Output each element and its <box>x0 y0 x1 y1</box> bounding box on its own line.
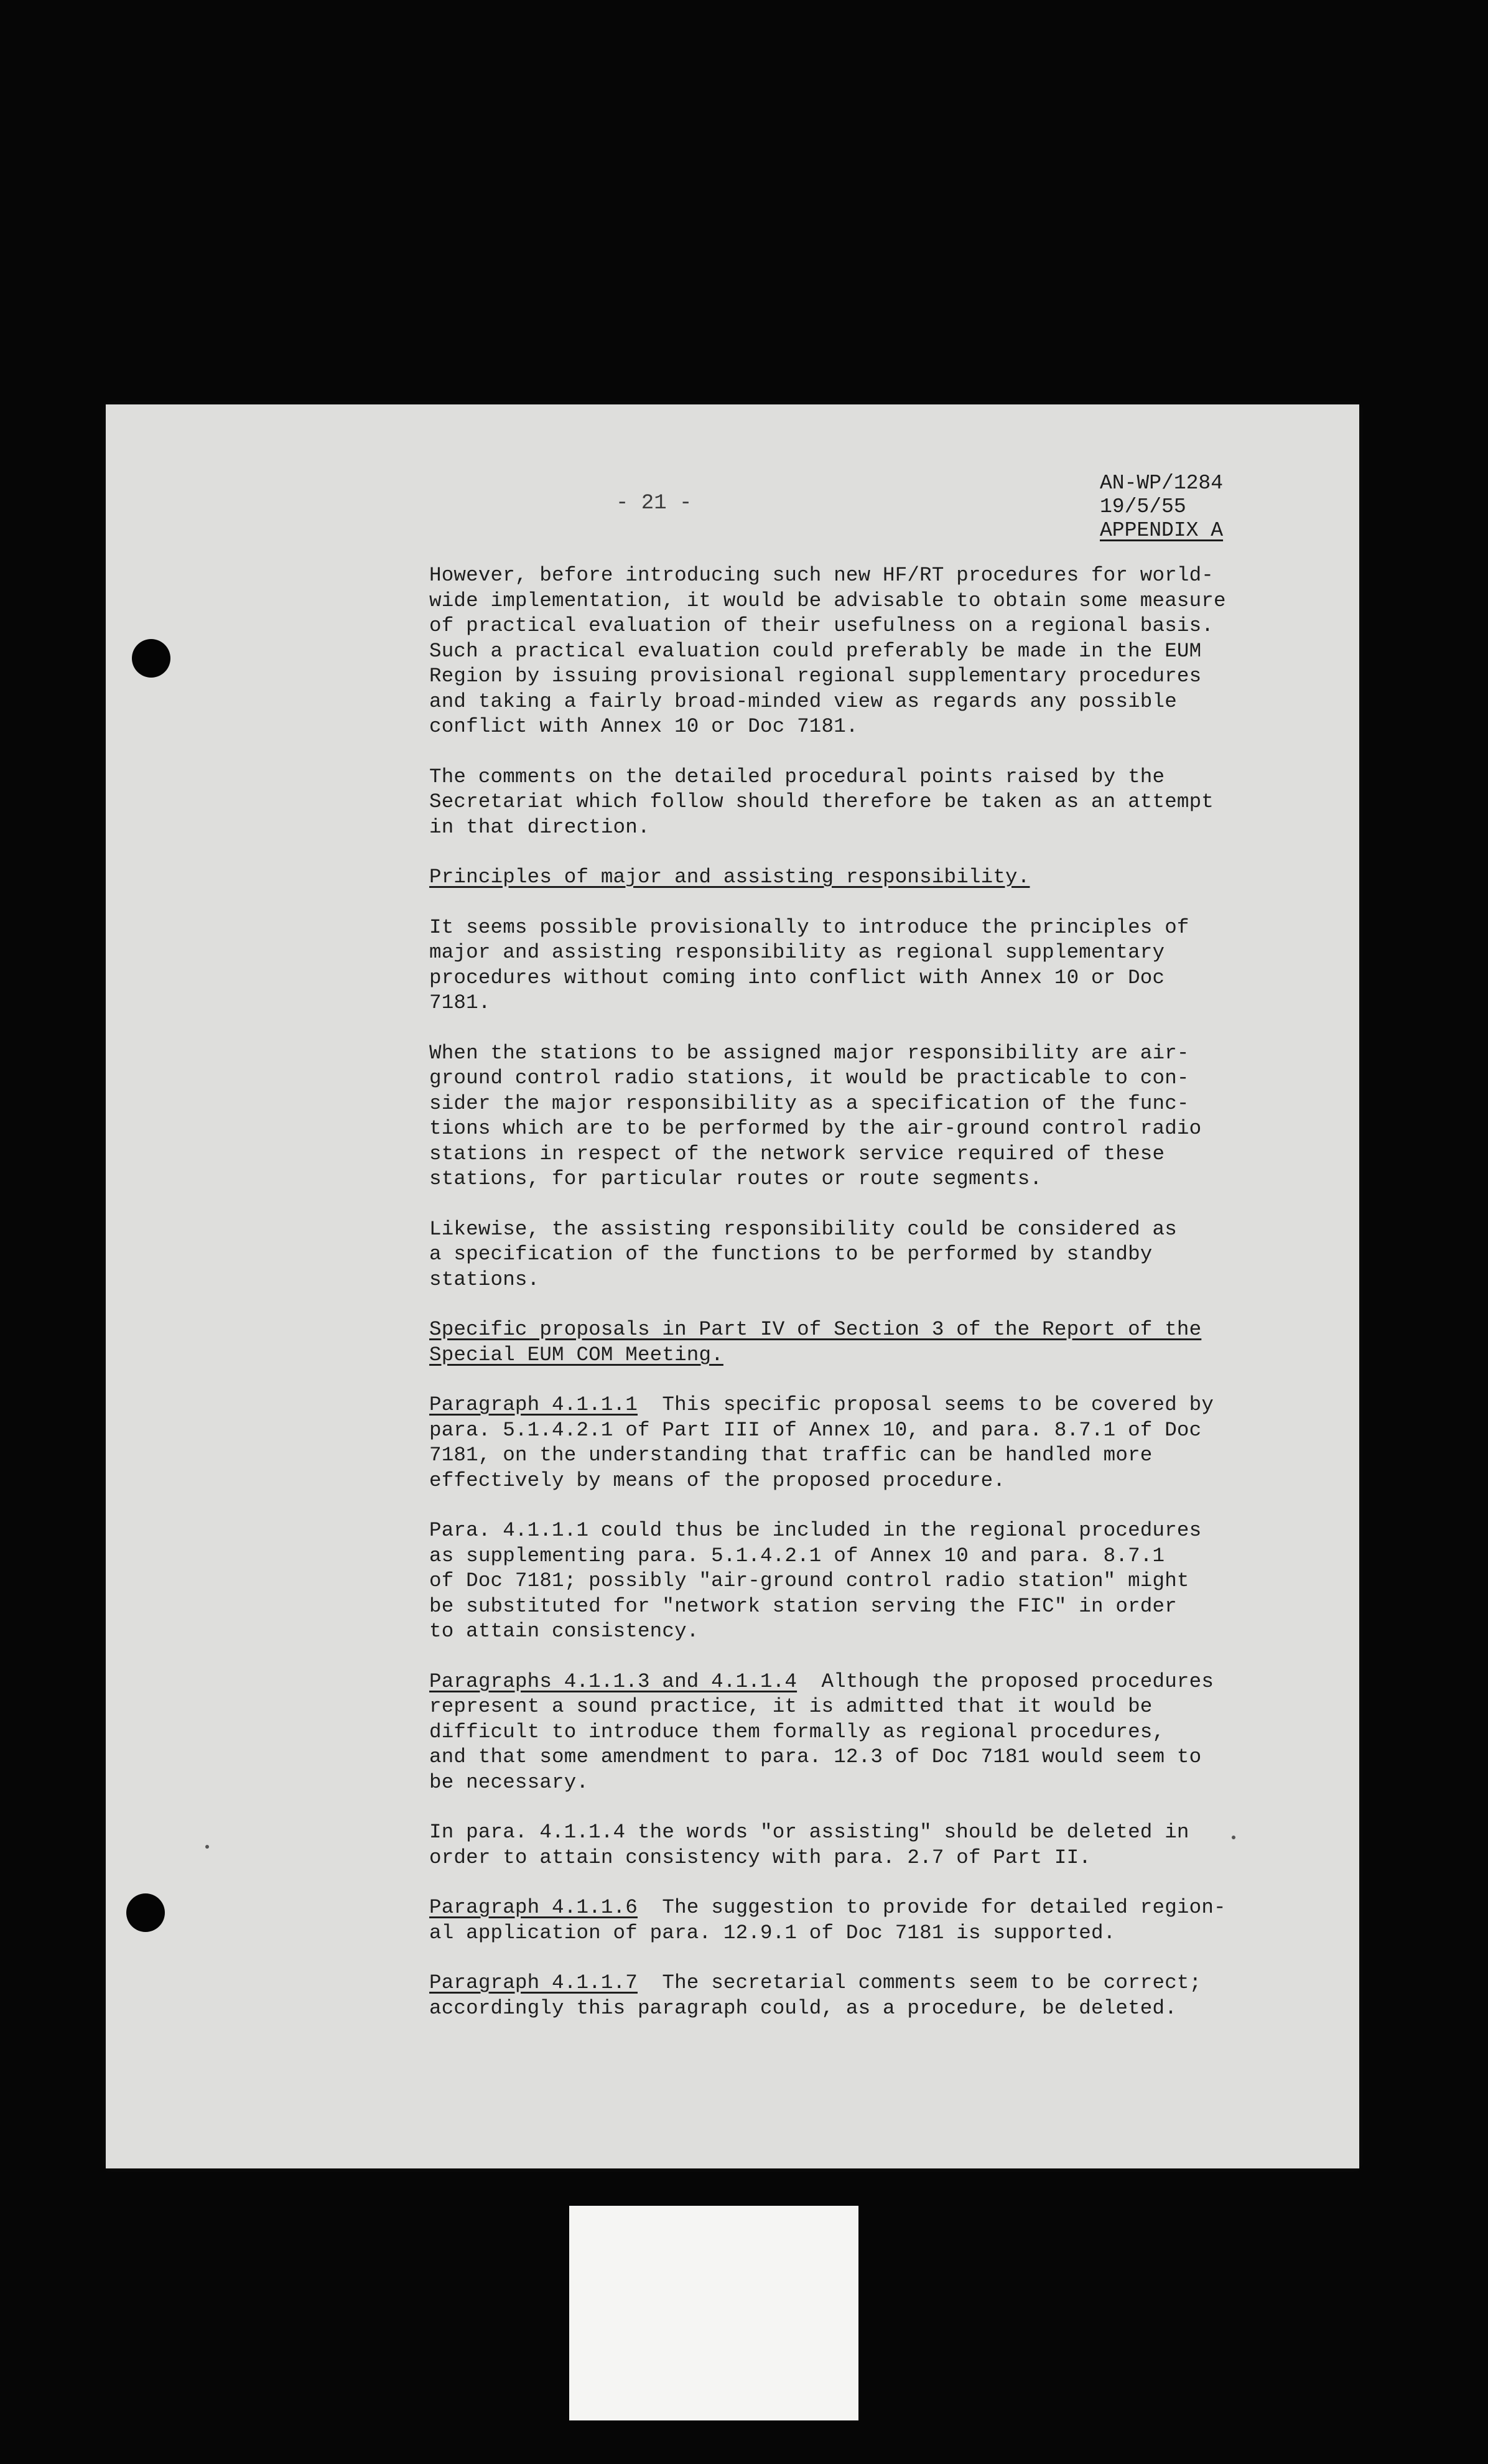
body-paragraph: However, before introducing such new HF/RT procedures for world- wide implementation, it would be advisable to obtain some measure of practical evaluation of their usefulness on a regional basis. Such a practical evaluation could preferably be made in the EUM Region by issuing provisional regional supplementary procedures and taking a fairly broad-minded view as regards any possible conflict with Annex 10 or Doc 7181. <box>429 564 1226 738</box>
paragraph-reference: Paragraph 4.1.1.6 <box>429 1896 638 1919</box>
document-body <box>429 563 1244 2046</box>
paragraph-reference: Paragraphs 4.1.1.3 and 4.1.1.4 <box>429 1669 797 1693</box>
paragraph-text: Although the proposed procedures represent a sound practice, it is admitted that it would be difficult to introduce them formally as regional procedures, and that some amendment to para. 12.3 of Doc 7181 would seem to be necessary. <box>429 1669 1214 1794</box>
document-date: 19/5/55 <box>1100 495 1186 518</box>
page-number: - 21 - <box>616 492 692 515</box>
paragraph-text: This specific proposal seems to be covered by para. 5.1.4.2.1 of Part III of Annex 10, and para. 8.7.1 of Doc 7181, on the understanding that traffic can be handled more effectively by means of the proposed procedure. <box>429 1393 1214 1492</box>
paragraph-reference: Paragraph 4.1.1.7 <box>429 1971 638 1994</box>
paragraph-text: The suggestion to provide for detailed region- al application of para. 12.9.1 of Doc 7181 is supported. <box>429 1896 1226 1944</box>
body-paragraph <box>429 1669 1244 1796</box>
body-paragraph <box>429 1518 1244 1645</box>
paragraph-text: In para. 4.1.1.4 the words "or assisting" should be deleted in order to attain consistency with para. 2.7 of Part II. <box>429 1821 1189 1869</box>
body-paragraph: It seems possible provisionally to introduce the principles of major and assisting responsibility as regional supplementary procedures without coming into conflict with Annex 10 or Doc 7181. <box>429 915 1189 1014</box>
paragraph-reference: Paragraph 4.1.1.1 <box>429 1393 638 1416</box>
body-paragraph <box>429 1895 1244 1946</box>
section-heading: Specific proposals in Part IV of Section 3 of the Report of the Special EUM COM Meeting. <box>429 1318 1202 1366</box>
paper-speck <box>205 1845 209 1849</box>
punch-hole-top <box>132 639 170 678</box>
body-paragraph <box>429 1971 1244 2021</box>
paragraph-text: The secretarial comments seem to be correct; accordingly this paragraph could, as a procedure, be deleted. <box>429 1971 1202 2020</box>
body-paragraph: Likewise, the assisting responsibility could be considered as a specification of the functions to be performed by standby stations. <box>429 1217 1177 1291</box>
appendix-label: APPENDIX A <box>1100 519 1224 542</box>
body-paragraph <box>429 1820 1244 1870</box>
document-reference-block <box>1100 472 1223 543</box>
paragraph-text: Para. 4.1.1.1 could thus be included in the regional procedures as supplementing para. 5.1.4.2.1 of Annex 10 and para. 8.7.1 of Doc 7181; possibly "air-ground control radio station" might be substituted for "network station serving the FIC" in order to attain consistency. <box>429 1519 1202 1643</box>
body-paragraph: The comments on the detailed procedural points raised by the Secretariat which follow should therefore be taken as an attempt in that direction. <box>429 765 1214 839</box>
section-heading: Principles of major and assisting responsibility. <box>429 866 1030 889</box>
document-ref: AN-WP/1284 <box>1100 472 1224 495</box>
blank-target-card <box>569 2206 858 2420</box>
body-paragraph: When the stations to be assigned major responsibility are air- ground control radio stations, it would be practicable to con- sider the major responsibility as a specification of the func- tions which are to be performed by the air-ground control radio stations in respect of the network service required of these stations, for particular routes or route segments. <box>429 1041 1202 1190</box>
punch-hole-bottom <box>126 1893 165 1932</box>
body-paragraph <box>429 1393 1244 1493</box>
